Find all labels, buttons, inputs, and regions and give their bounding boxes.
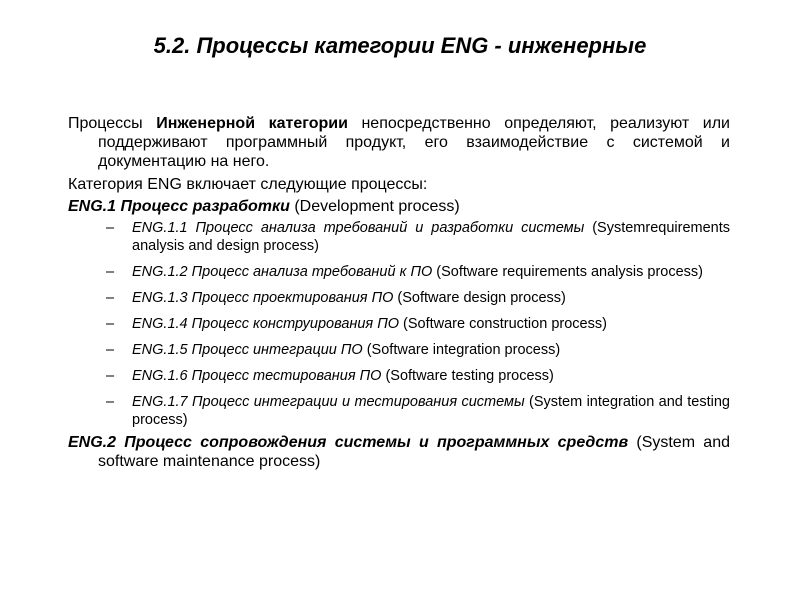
dash-bullet: – [106, 264, 115, 280]
list-item [68, 289, 730, 307]
list-item [68, 263, 730, 281]
dash-bullet: – [106, 316, 115, 332]
dash-bullet: – [106, 368, 115, 384]
subprocess-ru: ENG.1.3 Процесс проектирования ПО [132, 290, 394, 306]
category-line: Категория ENG включает следующие процессы: [68, 176, 428, 193]
subprocess-en: (Software construction process) [399, 316, 607, 332]
subprocess-ru: ENG.1.2 Процесс анализа требований к ПО [132, 264, 433, 280]
subprocess-en: (Software integration process) [362, 342, 561, 358]
eng2-heading [68, 433, 730, 471]
subprocess-ru: ENG.1.1 Процесс анализа требований и разработки системы [132, 220, 585, 236]
subprocess-en: (System integration and testing process) [132, 394, 730, 428]
subprocess-ru: ENG.1.4 Процесс конструирования ПО [132, 316, 399, 332]
dash-bullet: – [106, 394, 115, 410]
intro-text-start: Процессы [68, 115, 157, 132]
list-item [68, 367, 730, 385]
subprocess-en: (Software testing process) [381, 368, 554, 384]
intro-text-end: непосредственно определяют, реализуют или поддерживают программный продукт, его взаимодействие с системой и документацию на него. [98, 115, 730, 170]
list-item [68, 219, 730, 255]
list-item [68, 393, 730, 429]
list-item [68, 315, 730, 333]
intro-bold-term: Инженерной категории [156, 115, 348, 132]
subprocess-en: (Software design process) [393, 290, 566, 306]
eng1-english: (Development process) [289, 198, 460, 215]
subprocess-ru: ENG.1.6 Процесс тестирования ПО [132, 368, 382, 384]
eng2-label: ENG.2 Процесс сопровождения системы и программных средств [68, 434, 629, 451]
slide-body [68, 114, 730, 474]
subprocess-ru: ENG.1.7 Процесс интеграции и тестирования системы [132, 394, 525, 410]
dash-bullet: – [106, 220, 115, 236]
list-item [68, 341, 730, 359]
dash-bullet: – [106, 290, 115, 306]
subprocess-en: (Systemrequirements analysis and design process) [132, 220, 730, 254]
eng1-heading [68, 197, 730, 216]
eng2-english: (System and software maintenance process) [98, 434, 730, 470]
subprocess-ru: ENG.1.5 Процесс интеграции ПО [132, 342, 363, 358]
subprocess-en: (Software requirements analysis process) [432, 264, 704, 280]
dash-bullet: – [106, 342, 115, 358]
slide-title: 5.2. Процессы категории ENG - инженерные [153, 33, 647, 58]
eng1-subprocess-list [68, 219, 730, 429]
intro-paragraph [68, 114, 730, 171]
eng1-label: ENG.1 Процесс разработки [68, 198, 290, 215]
